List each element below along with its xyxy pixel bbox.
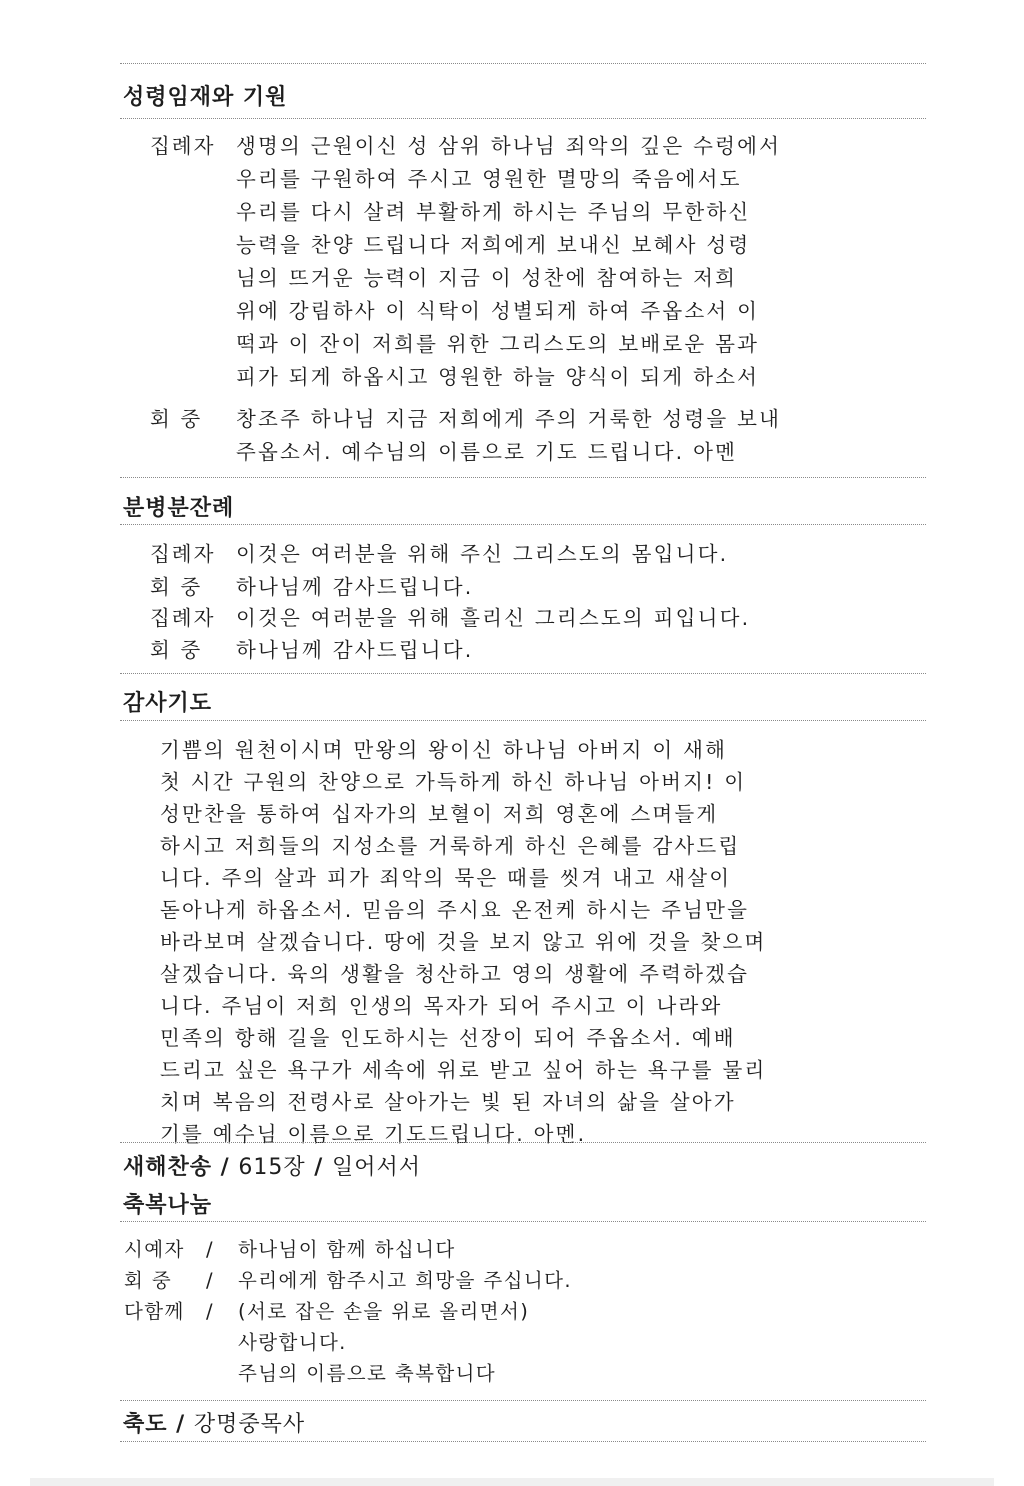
benediction-pastor: 강명중목사: [193, 1412, 306, 1437]
text-line: 우리를 다시 살려 부활하게 하시는 주님의 무한하신: [236, 200, 751, 224]
scan-edge: [30, 1478, 994, 1486]
section-title-thanksgiving: 감사기도: [123, 691, 213, 716]
blessing-continuation: 사랑합니다.: [238, 1331, 347, 1354]
text-line: 돋아나게 하옵소서. 믿음의 주시요 온전케 하시는 주님만을: [160, 898, 750, 922]
distribution-line: 하나님께 감사드립니다.: [236, 638, 474, 662]
blessing-continuation: 주님의 이름으로 축복합니다: [238, 1362, 497, 1385]
hymn-number: 615장: [238, 1155, 306, 1180]
section-title-hymn: 새해찬송: [123, 1155, 213, 1180]
text-line: 떡과 이 잔이 저희를 위한 그리스도의 보배로운 몸과: [236, 332, 760, 356]
divider: [120, 720, 926, 721]
distribution-line: 이것은 여러분을 위해 흘리신 그리스도의 피입니다.: [236, 606, 751, 630]
text-line: 민족의 항해 길을 인도하시는 선장이 되어 주옵소서. 예배: [160, 1026, 736, 1050]
separator: /: [206, 1269, 214, 1292]
divider: [120, 524, 926, 525]
section-title-blessing: 축복나눔: [123, 1193, 213, 1218]
text-line: 기를 예수님 이름으로 기도드립니다. 아멘.: [160, 1122, 587, 1146]
text-line: 피가 되게 하옵시고 영원한 하늘 양식이 되게 하소서: [236, 365, 760, 389]
separator: /: [167, 1412, 194, 1437]
speaker-label-leader: 집례자: [150, 134, 216, 158]
benediction-line: [123, 1407, 305, 1438]
text-line: 바라보며 살겠습니다. 땅에 것을 보지 않고 위에 것을 찾으며: [160, 930, 767, 954]
text-line: 드리고 싶은 욕구가 세속에 위로 받고 싶어 하는 욕구를 물리: [160, 1058, 767, 1082]
separator: /: [206, 1238, 214, 1261]
speaker-label: 시예자: [124, 1238, 185, 1261]
text-line: 우리를 구원하여 주시고 영원한 멸망의 죽음에서도: [236, 167, 742, 191]
text-line: 주옵소서. 예수님의 이름으로 기도 드립니다. 아멘: [236, 440, 738, 464]
speaker-label: 집례자: [150, 606, 216, 630]
distribution-line: 이것은 여러분을 위해 주신 그리스도의 몸입니다.: [236, 542, 729, 566]
text-line: 니다. 주님이 저희 인생의 목자가 되어 주시고 이 나라와: [160, 994, 723, 1018]
text-line: 기쁨의 원천이시며 만왕의 왕이신 하나님 아버지 이 새해: [160, 738, 728, 762]
section-title-invocation: 성령임재와 기원: [123, 85, 288, 110]
text-line: 능력을 찬양 드립니다 저희에게 보내신 보혜사 성령: [236, 233, 751, 257]
speaker-label: 회 중: [150, 638, 203, 662]
divider: [120, 673, 926, 674]
distribution-line: 하나님께 감사드립니다.: [236, 575, 474, 599]
separator: /: [212, 1155, 239, 1180]
divider: [120, 1441, 926, 1442]
text-line: 니다. 주의 살과 피가 죄악의 묵은 때를 씻겨 내고 새살이: [160, 866, 732, 890]
divider: [120, 1400, 926, 1401]
text-line: 하시고 저희들의 지성소를 거룩하게 하신 은혜를 감사드립: [160, 834, 741, 858]
text-line: 치며 복음의 전령사로 살아가는 빛 된 자녀의 삶을 살아가: [160, 1090, 736, 1114]
text-line: 생명의 근원이신 성 삼위 하나님 죄악의 깊은 수렁에서: [236, 134, 782, 158]
hymn-line: [123, 1150, 421, 1181]
blessing-line: (서로 잡은 손을 위로 올리면서): [238, 1300, 530, 1323]
text-line: 성만찬을 통하여 십자가의 보혈이 저희 영혼에 스며들게: [160, 802, 719, 826]
blessing-line: 하나님이 함께 하십니다: [238, 1238, 456, 1261]
separator: /: [305, 1155, 332, 1180]
text-line: 첫 시간 구원의 찬양으로 가득하게 하신 하나님 아버지! 이: [160, 770, 747, 794]
speaker-label: 회 중: [124, 1269, 173, 1292]
text-line: 님의 뜨거운 능력이 지금 이 성찬에 참여하는 저희: [236, 266, 738, 290]
text-line: 위에 강림하사 이 식탁이 성별되게 하여 주옵소서 이: [236, 299, 760, 323]
speaker-label: 회 중: [150, 575, 203, 599]
blessing-line: 우리에게 함주시고 희망을 주십니다.: [238, 1269, 572, 1292]
hymn-instruction: 일어서서: [331, 1155, 421, 1180]
text-line: 살겠습니다. 육의 생활을 청산하고 영의 생활에 주력하겠습: [160, 962, 750, 986]
section-title-benediction: 축도: [123, 1412, 168, 1437]
divider: [120, 1221, 926, 1222]
separator: /: [206, 1300, 214, 1323]
speaker-label: 다함께: [124, 1300, 185, 1323]
divider: [120, 1142, 926, 1143]
divider: [120, 477, 926, 478]
speaker-label: 집례자: [150, 542, 216, 566]
divider: [120, 63, 926, 64]
section-title-distribution: 분병분잔례: [123, 496, 235, 521]
text-line: 창조주 하나님 지금 저희에게 주의 거룩한 성령을 보내: [236, 407, 782, 431]
speaker-label-congregation: 회 중: [150, 407, 203, 431]
divider: [120, 118, 926, 119]
